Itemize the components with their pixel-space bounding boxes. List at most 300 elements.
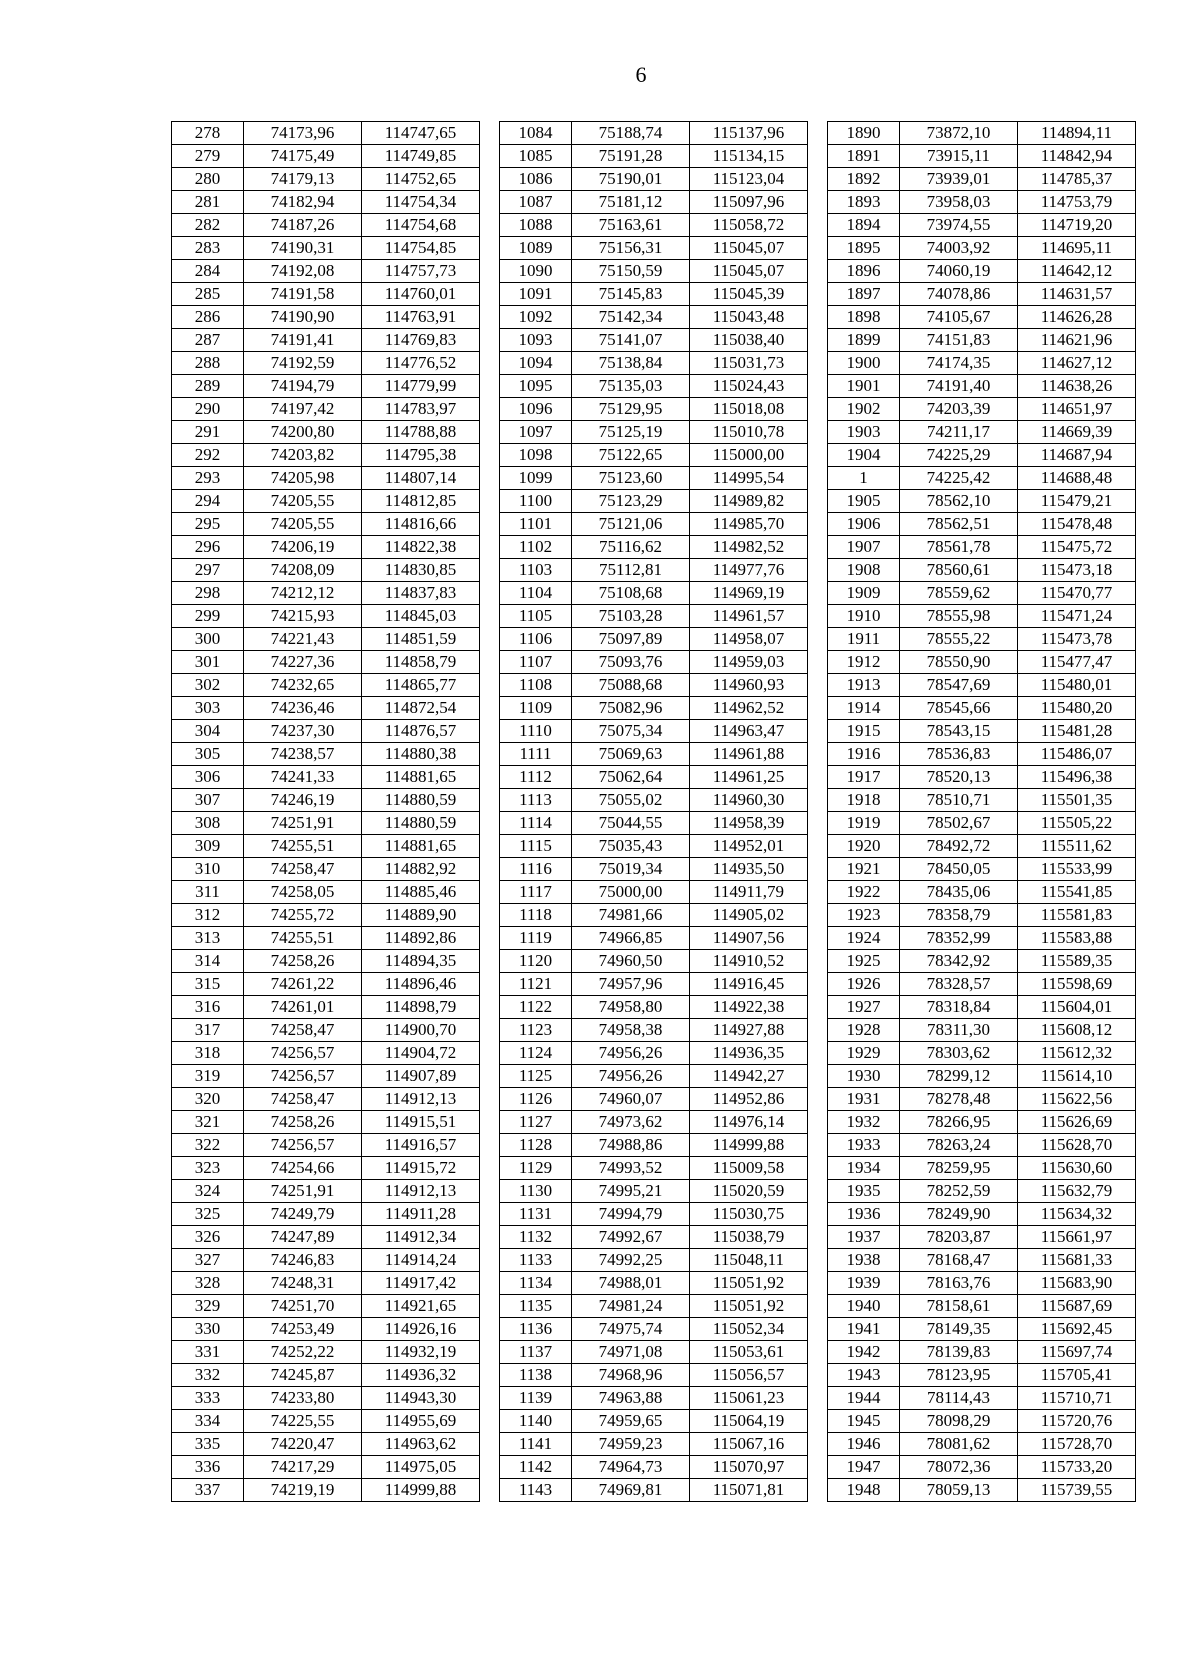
y-coordinate-cell: 114911,79	[690, 881, 808, 904]
x-coordinate-cell: 74227,36	[244, 651, 362, 674]
y-coordinate-cell: 115501,35	[1018, 789, 1136, 812]
y-coordinate-cell: 115511,62	[1018, 835, 1136, 858]
point-number-cell: 1123	[500, 1019, 572, 1042]
column-gap	[808, 1180, 828, 1203]
column-gap	[808, 697, 828, 720]
x-coordinate-cell: 75044,55	[572, 812, 690, 835]
point-number-cell: 1912	[828, 651, 900, 674]
column-gap	[808, 812, 828, 835]
table-row	[172, 1065, 1136, 1088]
y-coordinate-cell: 114952,86	[690, 1088, 808, 1111]
point-number-cell: 1899	[828, 329, 900, 352]
y-coordinate-cell: 114982,52	[690, 536, 808, 559]
y-coordinate-cell: 115010,78	[690, 421, 808, 444]
column-gap	[480, 1019, 500, 1042]
y-coordinate-cell: 115477,47	[1018, 651, 1136, 674]
column-gap	[808, 582, 828, 605]
x-coordinate-cell: 74975,74	[572, 1318, 690, 1341]
x-coordinate-cell: 75112,81	[572, 559, 690, 582]
x-coordinate-cell: 74247,89	[244, 1226, 362, 1249]
y-coordinate-cell: 115478,48	[1018, 513, 1136, 536]
y-coordinate-cell: 115053,61	[690, 1341, 808, 1364]
y-coordinate-cell: 114747,65	[362, 122, 480, 145]
column-gap	[808, 1134, 828, 1157]
point-number-cell: 1925	[828, 950, 900, 973]
y-coordinate-cell: 114915,72	[362, 1157, 480, 1180]
x-coordinate-cell: 78328,57	[900, 973, 1018, 996]
column-gap	[808, 628, 828, 651]
x-coordinate-cell: 74182,94	[244, 191, 362, 214]
column-gap	[480, 1088, 500, 1111]
column-gap	[480, 1134, 500, 1157]
point-number-cell: 1105	[500, 605, 572, 628]
column-gap	[808, 421, 828, 444]
x-coordinate-cell: 74233,80	[244, 1387, 362, 1410]
column-gap	[808, 996, 828, 1019]
x-coordinate-cell: 74258,26	[244, 950, 362, 973]
point-number-cell: 1111	[500, 743, 572, 766]
x-coordinate-cell: 78158,61	[900, 1295, 1018, 1318]
table-row	[172, 674, 1136, 697]
column-gap	[480, 950, 500, 973]
table-row	[172, 628, 1136, 651]
x-coordinate-cell: 75123,29	[572, 490, 690, 513]
x-coordinate-cell: 74255,51	[244, 927, 362, 950]
column-gap	[808, 559, 828, 582]
column-gap	[808, 283, 828, 306]
table-row	[172, 1272, 1136, 1295]
x-coordinate-cell: 75135,03	[572, 375, 690, 398]
point-number-cell: 285	[172, 283, 244, 306]
x-coordinate-cell: 78352,99	[900, 927, 1018, 950]
column-gap	[480, 237, 500, 260]
x-coordinate-cell: 78059,13	[900, 1479, 1018, 1502]
point-number-cell: 1136	[500, 1318, 572, 1341]
point-number-cell: 1924	[828, 927, 900, 950]
table-row	[172, 1479, 1136, 1502]
table-row	[172, 1387, 1136, 1410]
y-coordinate-cell: 114995,54	[690, 467, 808, 490]
point-number-cell: 308	[172, 812, 244, 835]
y-coordinate-cell: 115634,32	[1018, 1203, 1136, 1226]
point-number-cell: 323	[172, 1157, 244, 1180]
table-row	[172, 1157, 1136, 1180]
y-coordinate-cell: 114830,85	[362, 559, 480, 582]
column-gap	[480, 536, 500, 559]
column-gap	[808, 191, 828, 214]
point-number-cell: 305	[172, 743, 244, 766]
y-coordinate-cell: 114936,35	[690, 1042, 808, 1065]
x-coordinate-cell: 74194,79	[244, 375, 362, 398]
y-coordinate-cell: 115123,04	[690, 168, 808, 191]
y-coordinate-cell: 114779,99	[362, 375, 480, 398]
column-gap	[480, 490, 500, 513]
point-number-cell: 329	[172, 1295, 244, 1318]
column-gap	[808, 1318, 828, 1341]
point-number-cell: 298	[172, 582, 244, 605]
table-row	[172, 1318, 1136, 1341]
point-number-cell: 1112	[500, 766, 572, 789]
y-coordinate-cell: 115058,72	[690, 214, 808, 237]
y-coordinate-cell: 114842,94	[1018, 145, 1136, 168]
x-coordinate-cell: 74253,49	[244, 1318, 362, 1341]
y-coordinate-cell: 115589,35	[1018, 950, 1136, 973]
x-coordinate-cell: 74078,86	[900, 283, 1018, 306]
table-row	[172, 352, 1136, 375]
y-coordinate-cell: 114795,38	[362, 444, 480, 467]
x-coordinate-cell: 74219,19	[244, 1479, 362, 1502]
table-row	[172, 444, 1136, 467]
column-gap	[480, 904, 500, 927]
column-gap	[480, 720, 500, 743]
column-gap	[480, 927, 500, 950]
x-coordinate-cell: 73974,55	[900, 214, 1018, 237]
x-coordinate-cell: 74190,31	[244, 237, 362, 260]
column-gap	[808, 1065, 828, 1088]
y-coordinate-cell: 114942,27	[690, 1065, 808, 1088]
x-coordinate-cell: 78536,83	[900, 743, 1018, 766]
x-coordinate-cell: 74200,80	[244, 421, 362, 444]
x-coordinate-cell: 78560,61	[900, 559, 1018, 582]
x-coordinate-cell: 75125,19	[572, 421, 690, 444]
point-number-cell: 336	[172, 1456, 244, 1479]
y-coordinate-cell: 114760,01	[362, 283, 480, 306]
x-coordinate-cell: 78259,95	[900, 1157, 1018, 1180]
table-row	[172, 766, 1136, 789]
x-coordinate-cell: 74256,57	[244, 1042, 362, 1065]
x-coordinate-cell: 78520,13	[900, 766, 1018, 789]
x-coordinate-cell: 74211,17	[900, 421, 1018, 444]
point-number-cell: 302	[172, 674, 244, 697]
x-coordinate-cell: 74191,58	[244, 283, 362, 306]
y-coordinate-cell: 114881,65	[362, 835, 480, 858]
table-row	[172, 881, 1136, 904]
column-gap	[480, 421, 500, 444]
point-number-cell: 1122	[500, 996, 572, 1019]
y-coordinate-cell: 114926,16	[362, 1318, 480, 1341]
point-number-cell: 1098	[500, 444, 572, 467]
y-coordinate-cell: 115614,10	[1018, 1065, 1136, 1088]
column-gap	[480, 513, 500, 536]
y-coordinate-cell: 114785,37	[1018, 168, 1136, 191]
column-gap	[808, 1410, 828, 1433]
table-row	[172, 1134, 1136, 1157]
x-coordinate-cell: 78561,78	[900, 536, 1018, 559]
x-coordinate-cell: 74995,21	[572, 1180, 690, 1203]
y-coordinate-cell: 114960,93	[690, 674, 808, 697]
x-coordinate-cell: 74173,96	[244, 122, 362, 145]
column-gap	[480, 1364, 500, 1387]
y-coordinate-cell: 115720,76	[1018, 1410, 1136, 1433]
point-number-cell: 335	[172, 1433, 244, 1456]
y-coordinate-cell: 114935,50	[690, 858, 808, 881]
table-row	[172, 306, 1136, 329]
y-coordinate-cell: 114749,85	[362, 145, 480, 168]
table-row	[172, 789, 1136, 812]
column-gap	[808, 766, 828, 789]
column-gap	[480, 858, 500, 881]
x-coordinate-cell: 74994,79	[572, 1203, 690, 1226]
y-coordinate-cell: 115533,99	[1018, 858, 1136, 881]
y-coordinate-cell: 115628,70	[1018, 1134, 1136, 1157]
point-number-cell: 279	[172, 145, 244, 168]
coordinates-table-body	[172, 122, 1136, 1502]
point-number-cell: 1929	[828, 1042, 900, 1065]
point-number-cell: 301	[172, 651, 244, 674]
point-number-cell: 1941	[828, 1318, 900, 1341]
point-number-cell: 300	[172, 628, 244, 651]
y-coordinate-cell: 114754,68	[362, 214, 480, 237]
column-gap	[808, 927, 828, 950]
y-coordinate-cell: 115471,24	[1018, 605, 1136, 628]
point-number-cell: 1928	[828, 1019, 900, 1042]
point-number-cell: 1115	[500, 835, 572, 858]
y-coordinate-cell: 114889,90	[362, 904, 480, 927]
column-gap	[808, 1019, 828, 1042]
y-coordinate-cell: 114754,34	[362, 191, 480, 214]
y-coordinate-cell: 114911,28	[362, 1203, 480, 1226]
x-coordinate-cell: 74237,30	[244, 720, 362, 743]
x-coordinate-cell: 75122,65	[572, 444, 690, 467]
column-gap	[480, 766, 500, 789]
x-coordinate-cell: 78502,67	[900, 812, 1018, 835]
y-coordinate-cell: 114872,54	[362, 697, 480, 720]
x-coordinate-cell: 74190,90	[244, 306, 362, 329]
column-gap	[480, 881, 500, 904]
x-coordinate-cell: 75163,61	[572, 214, 690, 237]
point-number-cell: 1890	[828, 122, 900, 145]
x-coordinate-cell: 74191,41	[244, 329, 362, 352]
table-row	[172, 858, 1136, 881]
point-number-cell: 1896	[828, 260, 900, 283]
point-number-cell: 1945	[828, 1410, 900, 1433]
y-coordinate-cell: 115064,19	[690, 1410, 808, 1433]
point-number-cell: 320	[172, 1088, 244, 1111]
y-coordinate-cell: 115038,40	[690, 329, 808, 352]
x-coordinate-cell: 74179,13	[244, 168, 362, 191]
y-coordinate-cell: 115705,41	[1018, 1364, 1136, 1387]
x-coordinate-cell: 74258,47	[244, 858, 362, 881]
y-coordinate-cell: 115604,01	[1018, 996, 1136, 1019]
x-coordinate-cell: 75035,43	[572, 835, 690, 858]
y-coordinate-cell: 114959,03	[690, 651, 808, 674]
y-coordinate-cell: 115681,33	[1018, 1249, 1136, 1272]
y-coordinate-cell: 115541,85	[1018, 881, 1136, 904]
point-number-cell: 287	[172, 329, 244, 352]
column-gap	[808, 237, 828, 260]
table-row	[172, 191, 1136, 214]
y-coordinate-cell: 114783,97	[362, 398, 480, 421]
point-number-cell: 1916	[828, 743, 900, 766]
y-coordinate-cell: 114963,47	[690, 720, 808, 743]
column-gap	[480, 352, 500, 375]
table-row	[172, 168, 1136, 191]
table-row	[172, 1088, 1136, 1111]
table-row	[172, 743, 1136, 766]
table-row	[172, 145, 1136, 168]
x-coordinate-cell: 74981,66	[572, 904, 690, 927]
x-coordinate-cell: 75188,74	[572, 122, 690, 145]
x-coordinate-cell: 78081,62	[900, 1433, 1018, 1456]
table-row	[172, 1410, 1136, 1433]
y-coordinate-cell: 115009,58	[690, 1157, 808, 1180]
column-gap	[808, 1226, 828, 1249]
y-coordinate-cell: 115505,22	[1018, 812, 1136, 835]
y-coordinate-cell: 114999,88	[362, 1479, 480, 1502]
x-coordinate-cell: 74212,12	[244, 582, 362, 605]
x-coordinate-cell: 78249,90	[900, 1203, 1018, 1226]
column-gap	[808, 260, 828, 283]
table-row	[172, 513, 1136, 536]
x-coordinate-cell: 74225,55	[244, 1410, 362, 1433]
point-number-cell: 1140	[500, 1410, 572, 1433]
point-number-cell: 1117	[500, 881, 572, 904]
point-number-cell: 1132	[500, 1226, 572, 1249]
y-coordinate-cell: 114788,88	[362, 421, 480, 444]
x-coordinate-cell: 74238,57	[244, 743, 362, 766]
column-gap	[480, 1295, 500, 1318]
point-number-cell: 294	[172, 490, 244, 513]
y-coordinate-cell: 114626,28	[1018, 306, 1136, 329]
table-row	[172, 1042, 1136, 1065]
table-row	[172, 536, 1136, 559]
y-coordinate-cell: 115070,97	[690, 1456, 808, 1479]
point-number-cell: 1094	[500, 352, 572, 375]
x-coordinate-cell: 75062,64	[572, 766, 690, 789]
column-gap	[480, 1433, 500, 1456]
y-coordinate-cell: 115030,75	[690, 1203, 808, 1226]
y-coordinate-cell: 114719,20	[1018, 214, 1136, 237]
x-coordinate-cell: 74203,82	[244, 444, 362, 467]
y-coordinate-cell: 115051,92	[690, 1272, 808, 1295]
y-coordinate-cell: 115486,07	[1018, 743, 1136, 766]
point-number-cell: 317	[172, 1019, 244, 1042]
point-number-cell: 1933	[828, 1134, 900, 1157]
column-gap	[480, 283, 500, 306]
x-coordinate-cell: 73915,11	[900, 145, 1018, 168]
x-coordinate-cell: 74060,19	[900, 260, 1018, 283]
column-gap	[480, 1341, 500, 1364]
x-coordinate-cell: 74246,19	[244, 789, 362, 812]
y-coordinate-cell: 114882,92	[362, 858, 480, 881]
table-row	[172, 214, 1136, 237]
y-coordinate-cell: 115043,48	[690, 306, 808, 329]
y-coordinate-cell: 115608,12	[1018, 1019, 1136, 1042]
point-number-cell: 1902	[828, 398, 900, 421]
x-coordinate-cell: 75082,96	[572, 697, 690, 720]
column-gap	[808, 214, 828, 237]
point-number-cell: 296	[172, 536, 244, 559]
column-gap	[808, 1042, 828, 1065]
y-coordinate-cell: 115496,38	[1018, 766, 1136, 789]
x-coordinate-cell: 74245,87	[244, 1364, 362, 1387]
y-coordinate-cell: 115739,55	[1018, 1479, 1136, 1502]
column-gap	[808, 513, 828, 536]
x-coordinate-cell: 78435,06	[900, 881, 1018, 904]
point-number-cell: 318	[172, 1042, 244, 1065]
table-row	[172, 950, 1136, 973]
x-coordinate-cell: 74988,86	[572, 1134, 690, 1157]
y-coordinate-cell: 114916,45	[690, 973, 808, 996]
y-coordinate-cell: 115612,32	[1018, 1042, 1136, 1065]
table-row	[172, 1433, 1136, 1456]
y-coordinate-cell: 114894,11	[1018, 122, 1136, 145]
x-coordinate-cell: 74992,67	[572, 1226, 690, 1249]
y-coordinate-cell: 115598,69	[1018, 973, 1136, 996]
x-coordinate-cell: 74261,22	[244, 973, 362, 996]
point-number-cell: 311	[172, 881, 244, 904]
y-coordinate-cell: 114631,57	[1018, 283, 1136, 306]
point-number-cell: 313	[172, 927, 244, 950]
x-coordinate-cell: 75138,84	[572, 352, 690, 375]
column-gap	[480, 1226, 500, 1249]
table-row	[172, 1341, 1136, 1364]
point-number-cell: 1910	[828, 605, 900, 628]
point-number-cell: 1088	[500, 214, 572, 237]
table-row	[172, 1456, 1136, 1479]
table-row	[172, 1111, 1136, 1134]
x-coordinate-cell: 78098,29	[900, 1410, 1018, 1433]
point-number-cell: 321	[172, 1111, 244, 1134]
point-number-cell: 1931	[828, 1088, 900, 1111]
column-gap	[480, 1042, 500, 1065]
y-coordinate-cell: 114638,26	[1018, 375, 1136, 398]
x-coordinate-cell: 74003,92	[900, 237, 1018, 260]
y-coordinate-cell: 114907,89	[362, 1065, 480, 1088]
x-coordinate-cell: 74959,23	[572, 1433, 690, 1456]
column-gap	[480, 1157, 500, 1180]
point-number-cell: 1922	[828, 881, 900, 904]
x-coordinate-cell: 78303,62	[900, 1042, 1018, 1065]
y-coordinate-cell: 115045,39	[690, 283, 808, 306]
point-number-cell: 1913	[828, 674, 900, 697]
y-coordinate-cell: 115018,08	[690, 398, 808, 421]
x-coordinate-cell: 74105,67	[900, 306, 1018, 329]
column-gap	[808, 1433, 828, 1456]
point-number-cell: 337	[172, 1479, 244, 1502]
point-number-cell: 1138	[500, 1364, 572, 1387]
x-coordinate-cell: 74208,09	[244, 559, 362, 582]
point-number-cell: 1911	[828, 628, 900, 651]
y-coordinate-cell: 115583,88	[1018, 927, 1136, 950]
y-coordinate-cell: 114763,91	[362, 306, 480, 329]
y-coordinate-cell: 114907,56	[690, 927, 808, 950]
y-coordinate-cell: 114960,30	[690, 789, 808, 812]
x-coordinate-cell: 74966,85	[572, 927, 690, 950]
y-coordinate-cell: 115683,90	[1018, 1272, 1136, 1295]
y-coordinate-cell: 115470,77	[1018, 582, 1136, 605]
point-number-cell: 1119	[500, 927, 572, 950]
y-coordinate-cell: 115137,96	[690, 122, 808, 145]
y-coordinate-cell: 115661,97	[1018, 1226, 1136, 1249]
point-number-cell: 1927	[828, 996, 900, 1019]
x-coordinate-cell: 75075,34	[572, 720, 690, 743]
table-row	[172, 329, 1136, 352]
table-row	[172, 490, 1136, 513]
point-number-cell: 1100	[500, 490, 572, 513]
point-number-cell: 303	[172, 697, 244, 720]
y-coordinate-cell: 114962,52	[690, 697, 808, 720]
point-number-cell: 1093	[500, 329, 572, 352]
column-gap	[480, 1249, 500, 1272]
point-number-cell: 1921	[828, 858, 900, 881]
point-number-cell: 1124	[500, 1042, 572, 1065]
x-coordinate-cell: 78123,95	[900, 1364, 1018, 1387]
y-coordinate-cell: 114687,94	[1018, 444, 1136, 467]
y-coordinate-cell: 114936,32	[362, 1364, 480, 1387]
point-number-cell: 278	[172, 122, 244, 145]
y-coordinate-cell: 115480,20	[1018, 697, 1136, 720]
